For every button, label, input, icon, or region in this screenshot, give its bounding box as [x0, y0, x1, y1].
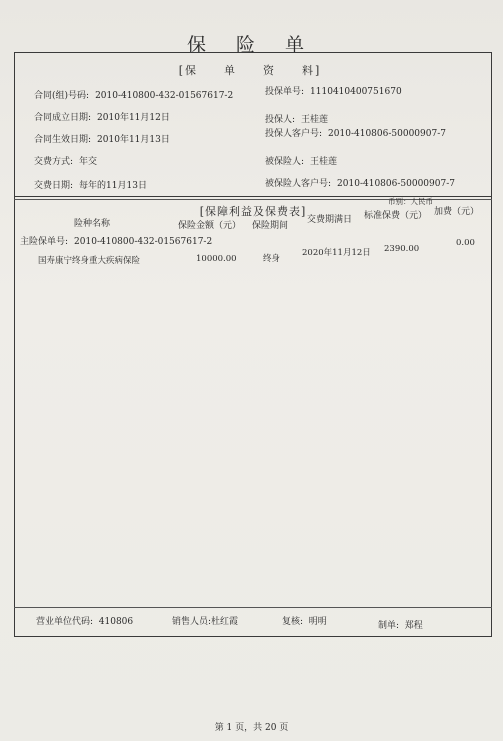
value: 2010-410806-50000907-7	[337, 179, 455, 189]
label: 被保险人:	[265, 157, 305, 167]
value: 2010-410800-432-01567617-2	[74, 237, 213, 247]
value: 410806	[98, 617, 134, 627]
value: 王桂莲	[310, 157, 338, 167]
field-holder-customer-no	[265, 126, 446, 139]
value: 2010年11月13日	[97, 135, 170, 145]
section-title-basic: [保 单 资 料]	[178, 64, 322, 77]
field-application-no	[265, 84, 402, 97]
table-row-end-date: 2020年11月12日	[302, 248, 371, 258]
label: 合同生效日期:	[34, 135, 92, 145]
page-number: 第 1 页，共 20 页	[214, 723, 289, 733]
label: 制单:	[378, 621, 400, 631]
label: 营业单位代码:	[36, 617, 94, 627]
footer-unit-code	[36, 614, 133, 627]
field-holder	[265, 112, 328, 125]
footer-divider	[14, 607, 492, 608]
field-insured	[265, 154, 337, 167]
value: 年交	[79, 157, 98, 167]
value: 王桂莲	[301, 115, 329, 125]
label: 合同成立日期:	[34, 113, 92, 123]
label: 销售人员:	[172, 617, 212, 627]
table-row-period: 终身	[263, 254, 281, 264]
label: 主险保单号:	[20, 237, 69, 247]
col-head-end-date: 交费期满日	[307, 215, 353, 225]
table-row-name: 国寿康宁终身重大疾病保险	[38, 256, 141, 266]
label: 被保险人客户号:	[265, 179, 332, 189]
label: 交费日期:	[34, 181, 74, 191]
col-head-period: 保险期间	[252, 221, 289, 231]
table-row-extra: 0.00	[456, 238, 475, 248]
label: 复核:	[282, 617, 304, 627]
field-effective-date	[34, 132, 170, 145]
col-head-name: 险种名称	[74, 219, 111, 229]
footer-maker	[378, 618, 423, 631]
label: 投保人客户号:	[265, 129, 323, 139]
field-payment-date	[34, 178, 147, 191]
footer-sales	[172, 614, 238, 627]
section-title-benefit: [保障利益及保费表]	[199, 205, 307, 218]
label: 交费方式:	[34, 157, 74, 167]
label: 投保单号:	[265, 87, 305, 97]
col-head-amount: 保险金额（元）	[178, 221, 242, 231]
col-head-extra: 加费（元）	[434, 207, 480, 217]
field-contract-no	[34, 88, 233, 101]
table-row-premium: 2390.00	[384, 244, 420, 254]
value: 1110410400751670	[310, 87, 402, 97]
value: 2010年11月12日	[97, 113, 170, 123]
field-established-date	[34, 110, 170, 123]
currency-label: 币别：人民币	[388, 197, 433, 206]
value: 每年的11月13日	[79, 181, 147, 191]
value: 郑程	[404, 621, 423, 631]
field-insured-customer-no	[265, 176, 455, 189]
label: 合同(组)号码:	[34, 91, 90, 101]
field-payment-method	[34, 154, 97, 167]
value: 2010-410800-432-01567617-2	[95, 91, 234, 101]
value: 杜红霞	[211, 617, 239, 627]
table-row-amount: 10000.00	[196, 254, 237, 264]
value: 明明	[308, 617, 327, 627]
label: 投保人:	[265, 115, 296, 125]
document-title: 保 险 单	[186, 34, 317, 56]
col-head-premium: 标准保费（元）	[364, 211, 428, 221]
value: 2010-410806-50000907-7	[328, 129, 446, 139]
main-policy-no	[20, 234, 212, 247]
footer-review	[282, 614, 327, 627]
